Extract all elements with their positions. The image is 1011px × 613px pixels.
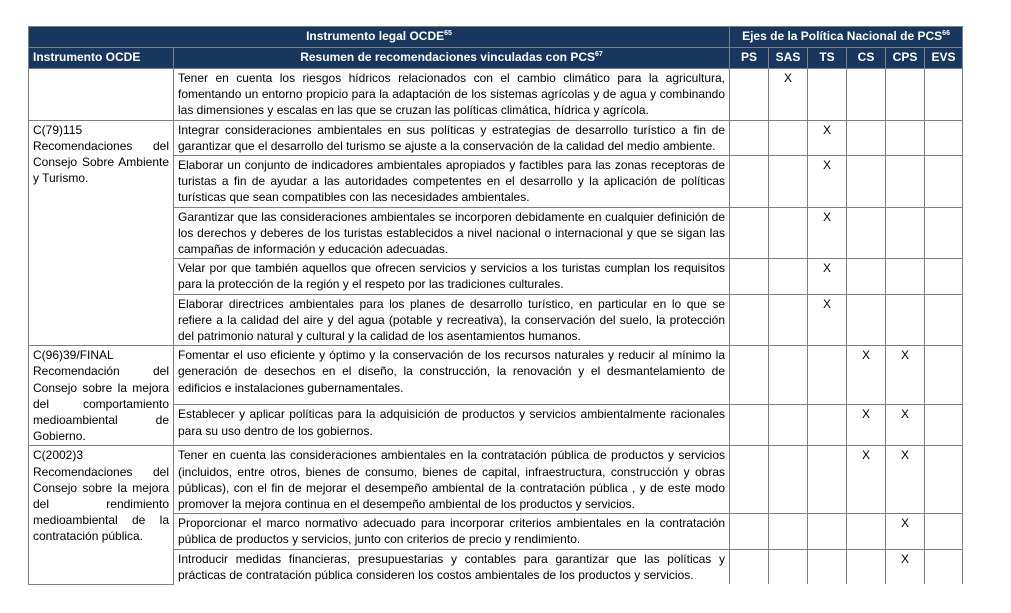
axis-mark-ts: X	[808, 259, 847, 294]
header-summary-label: Resumen de recomendaciones vinculadas con PCS	[300, 50, 595, 64]
header-summary	[174, 48, 730, 69]
axis-mark-ps	[730, 549, 769, 584]
axis-mark-ps	[730, 346, 769, 405]
axis-mark-cs	[847, 294, 886, 346]
axis-mark-ps	[730, 446, 769, 514]
axis-mark-sas	[769, 405, 808, 446]
table-row	[29, 69, 963, 121]
axis-mark-sas: X	[769, 69, 808, 121]
axis-mark-evs	[925, 549, 963, 584]
axis-mark-evs	[925, 346, 963, 405]
axis-mark-ts: X	[808, 207, 847, 259]
axis-mark-cps: X	[886, 549, 925, 584]
axis-mark-ts	[808, 514, 847, 549]
header-axis-evs: EVS	[925, 48, 963, 69]
axis-mark-cps: X	[886, 446, 925, 514]
recommendation-cell: Garantizar que las consideraciones ambientales se incorporen debidamente en cualquier definición de los derechos y deberes de los turistas establecidos a nivel nacional o internacional y que se sigan las campañas de información y educación adecuadas.	[174, 207, 730, 259]
axis-mark-ps	[730, 69, 769, 121]
recommendation-cell: Tener en cuenta las consideraciones ambientales en la contratación pública de productos y servicios (incluidos, entre otros, bienes de consumo, bienes de capital, infraestructura, construcción y obras públicas), con el fin de mejorar el desempeño ambiental de la contratación pública , y de este modo promover la mejora continua en el desempeño ambiental de los productos y servicios.	[174, 446, 730, 514]
axis-mark-evs	[925, 120, 963, 155]
header-axis-cps: CPS	[886, 48, 925, 69]
axis-mark-evs	[925, 405, 963, 446]
axis-mark-sas	[769, 207, 808, 259]
header-axis-cs: CS	[847, 48, 886, 69]
header-axis-ts: TS	[808, 48, 847, 69]
axis-mark-ts: X	[808, 120, 847, 155]
axis-mark-ps	[730, 405, 769, 446]
axis-mark-cs	[847, 549, 886, 584]
header-policy-axes-label: Ejes de la Política Nacional de PCS	[742, 29, 943, 43]
axis-mark-cs: X	[847, 346, 886, 405]
axis-mark-cs	[847, 259, 886, 294]
footnote-ref: 65	[444, 30, 452, 37]
axis-mark-ts	[808, 405, 847, 446]
axis-mark-sas	[769, 259, 808, 294]
recommendation-cell: Introducir medidas financieras, presupuestarias y contables para garantizar que las políticas y prácticas de contratación pública consideren los costos ambientales de los productos y servicios.	[174, 549, 730, 584]
axis-mark-ps	[730, 294, 769, 346]
axis-mark-sas	[769, 346, 808, 405]
axis-mark-evs	[925, 156, 963, 208]
axis-mark-cs	[847, 120, 886, 155]
table-row	[29, 446, 963, 514]
axis-mark-cps: X	[886, 346, 925, 405]
axis-mark-sas	[769, 514, 808, 549]
axis-mark-cps	[886, 207, 925, 259]
axis-mark-ts	[808, 346, 847, 405]
axis-mark-cs	[847, 156, 886, 208]
header-axis-sas: SAS	[769, 48, 808, 69]
axis-mark-sas	[769, 156, 808, 208]
axis-mark-cs	[847, 69, 886, 121]
axis-mark-cps: X	[886, 405, 925, 446]
header-axis-ps: PS	[730, 48, 769, 69]
axis-mark-ts: X	[808, 156, 847, 208]
table-row	[29, 346, 963, 405]
axis-mark-cs: X	[847, 446, 886, 514]
axis-mark-ps	[730, 259, 769, 294]
oecd-pcs-table	[28, 26, 963, 585]
header-column-row	[29, 48, 963, 69]
axis-mark-evs	[925, 259, 963, 294]
recommendation-cell: Proporcionar el marco normativo adecuado para incorporar criterios ambientales en la contratación pública de productos y servicios, junto con criterios de precio y rendimiento.	[174, 514, 730, 549]
instrument-cell	[29, 69, 174, 121]
axis-mark-sas	[769, 120, 808, 155]
header-instrument: Instrumento OCDE	[29, 48, 174, 69]
axis-mark-ps	[730, 156, 769, 208]
table-row	[29, 120, 963, 155]
recommendation-cell: Elaborar directrices ambientales para los planes de desarrollo turístico, en particular en lo que se refiere a la calidad del aire y del agua (potable y recreativa), la conservación del suelo, la protección del patrimonio natural y cultural y la calidad de los asentamientos humanos.	[174, 294, 730, 346]
header-legal-instrument-label: Instrumento legal OCDE	[306, 29, 445, 43]
header-policy-axes	[730, 27, 963, 48]
axis-mark-cps	[886, 259, 925, 294]
axis-mark-cps	[886, 294, 925, 346]
recommendation-cell: Tener en cuenta los riesgos hídricos relacionados con el cambio climático para la agricultura, fomentando un entorno propicio para la adaptación de los sistemas agrícolas y de agua y combinando las dimensiones y escalas en las que se cruzan las políticas climática, hídrica y agrícola.	[174, 69, 730, 121]
header-legal-instrument	[29, 27, 730, 48]
instrument-cell: C(96)39/FINAL Recomendación del Consejo sobre la mejora del comportamiento medioambiental de Gobierno.	[29, 346, 174, 446]
axis-mark-evs	[925, 294, 963, 346]
oecd-pcs-table-container	[28, 26, 962, 585]
axis-mark-cps	[886, 120, 925, 155]
axis-mark-evs	[925, 514, 963, 549]
axis-mark-sas	[769, 294, 808, 346]
axis-mark-sas	[769, 549, 808, 584]
header-group-row	[29, 27, 963, 48]
axis-mark-cs	[847, 207, 886, 259]
axis-mark-sas	[769, 446, 808, 514]
axis-mark-cps	[886, 156, 925, 208]
recommendation-cell: Velar por que también aquellos que ofrecen servicios y servicios a los turistas cumplan los requisitos para la protección de la región y el respeto por las tradiciones culturales.	[174, 259, 730, 294]
footnote-ref: 67	[595, 51, 603, 58]
axis-mark-cs: X	[847, 405, 886, 446]
recommendation-cell: Integrar consideraciones ambientales en sus políticas y estrategias de desarrollo turístico a fin de garantizar que el desarrollo del turismo se ajuste a la conservación de la calidad del medio ambiente.	[174, 120, 730, 155]
axis-mark-ts	[808, 69, 847, 121]
axis-mark-cps	[886, 69, 925, 121]
axis-mark-cs	[847, 514, 886, 549]
axis-mark-evs	[925, 446, 963, 514]
instrument-cell: C(2002)3 Recomendaciones del Consejo sobre la mejora del rendimiento medioambiental de la contratación pública.	[29, 446, 174, 584]
recommendation-cell: Fomentar el uso eficiente y óptimo y la conservación de los recursos naturales y reducir al mínimo la generación de desechos en el diseño, la construcción, la renovación y el desmantelamiento de edificios e instalaciones gubernamentales.	[174, 346, 730, 405]
recommendation-cell: Establecer y aplicar políticas para la adquisición de productos y servicios ambientalmente racionales para su uso dentro de los gobiernos.	[174, 405, 730, 446]
axis-mark-ts	[808, 446, 847, 514]
axis-mark-ts	[808, 549, 847, 584]
footnote-ref: 66	[942, 30, 950, 37]
axis-mark-ps	[730, 120, 769, 155]
axis-mark-ps	[730, 207, 769, 259]
recommendation-cell: Elaborar un conjunto de indicadores ambientales apropiados y factibles para las zonas receptoras de turistas a fin de ayudar a las autoridades competentes en el desarrollo y la aplicación de políticas turísticas que sean compatibles con las necesidades ambientales.	[174, 156, 730, 208]
instrument-cell: C(79)115 Recomendaciones del Consejo Sobre Ambiente y Turismo.	[29, 120, 174, 346]
axis-mark-evs	[925, 207, 963, 259]
axis-mark-evs	[925, 69, 963, 121]
axis-mark-ps	[730, 514, 769, 549]
axis-mark-cps: X	[886, 514, 925, 549]
axis-mark-ts: X	[808, 294, 847, 346]
